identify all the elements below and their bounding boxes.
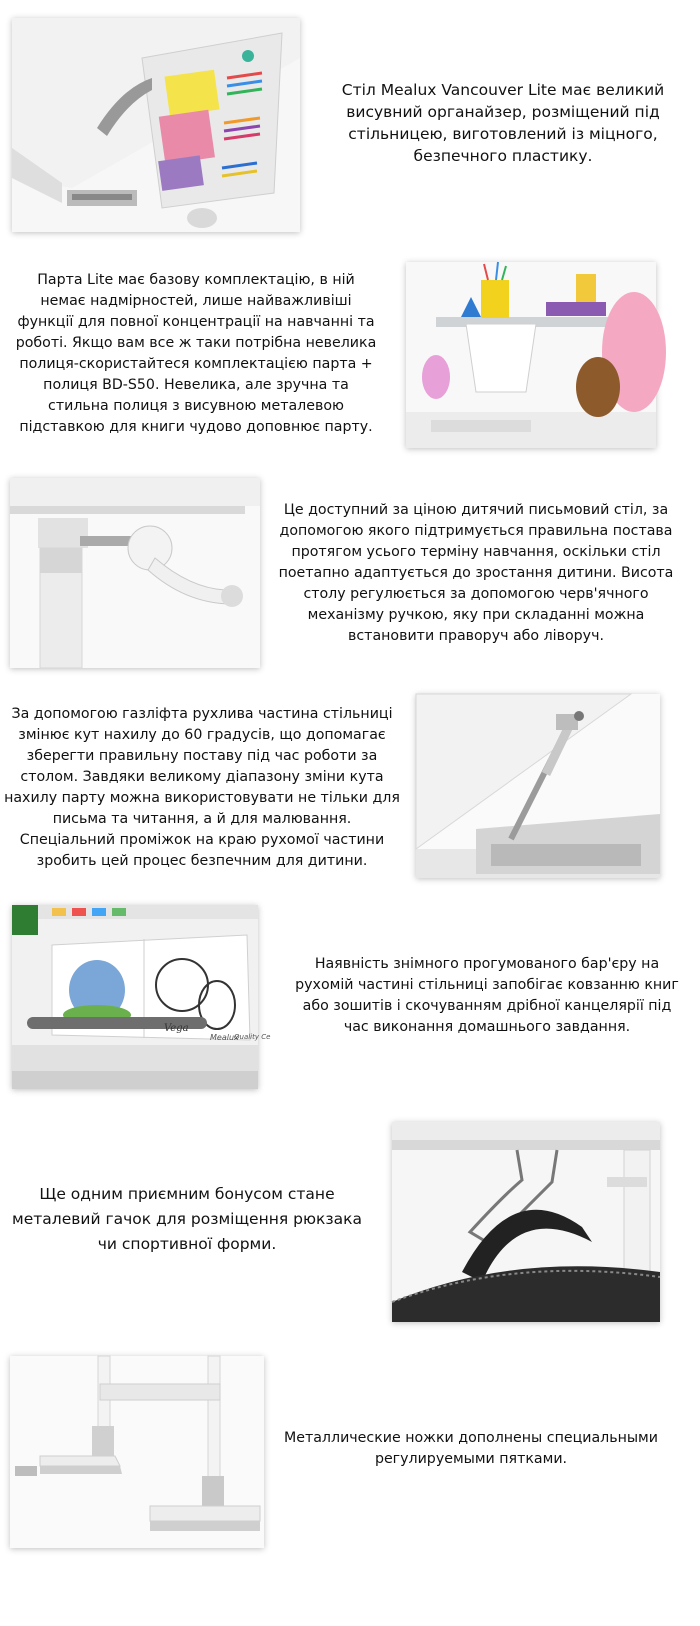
organizer-drawer-photo	[12, 18, 300, 232]
shelf-bookstand-photo	[406, 262, 656, 448]
backpack-hook-photo	[392, 1122, 660, 1322]
quality-slogan-label: Quality Ce	[234, 1033, 271, 1041]
height-description: Це доступний за ціною дитячий письмовий стіл, за допомогою якого підтримується правильна постава протягом усього терміну навчання, оскільки стіл поетапно адаптується до зростання дитини. Висота столу регулюється за допомогою черв'ячного механізму ручкою, яку при складанні можна встановити праворуч або ліворуч.	[278, 502, 674, 644]
lite-description: Парта Lite має базову комплектацію, в ній немає надмірностей, лише найважливіші функції для повної концентрації на навчанні та роботі. Якщо вам все ж таки потрібна невелика полиця-скористайтеся комплектацією парта + полиця BD-S50. Невелика, але зручна та стильна полиця з висувною металевою підставкою для книги чудово доповнює парту.	[15, 272, 377, 435]
legs-description: Металлические ножки дополнены специальными регулируемыми пятками.	[284, 1430, 658, 1467]
hook-description: Ще одним приємним бонусом стане металевий гачок для розміщення рюкзака чи спортивної форми.	[12, 1185, 362, 1253]
height-crank-photo	[10, 478, 260, 668]
gaslift-description: За допомогою газліфта рухлива частина стільниці змінює кут нахилу до 60 градусів, що допомагає зберегти правильну поставу під час роботи за столом. Завдяки великому діапазону зміни кута нахилу парту можна використовувати не тільки для письма та читання, а й для малювання. Спеціальний проміжок на краю рухомої частини зробить цей процес безпечним для дитини.	[4, 706, 400, 869]
mealux-brand-label: Mealux	[210, 1033, 239, 1042]
barrier-description: Наявність знімного прогумованого бар'єру на рухомій частині стільниці запобігає ковзанню книг або зошитів і скочуванням дрібної канцелярії під час виконання домашнього завдання.	[295, 956, 679, 1035]
adjustable-legs-photo	[10, 1356, 264, 1548]
organizer-description: Стіл Mealux Vancouver Lite має великий висувний органайзер, розміщений під стільницею, виготовлений із міцного, безпечного пластику.	[341, 81, 665, 165]
coloring-book-title: Vega	[164, 1023, 189, 1034]
gaslift-photo	[416, 694, 660, 878]
barrier-coloring-photo	[12, 905, 271, 1089]
